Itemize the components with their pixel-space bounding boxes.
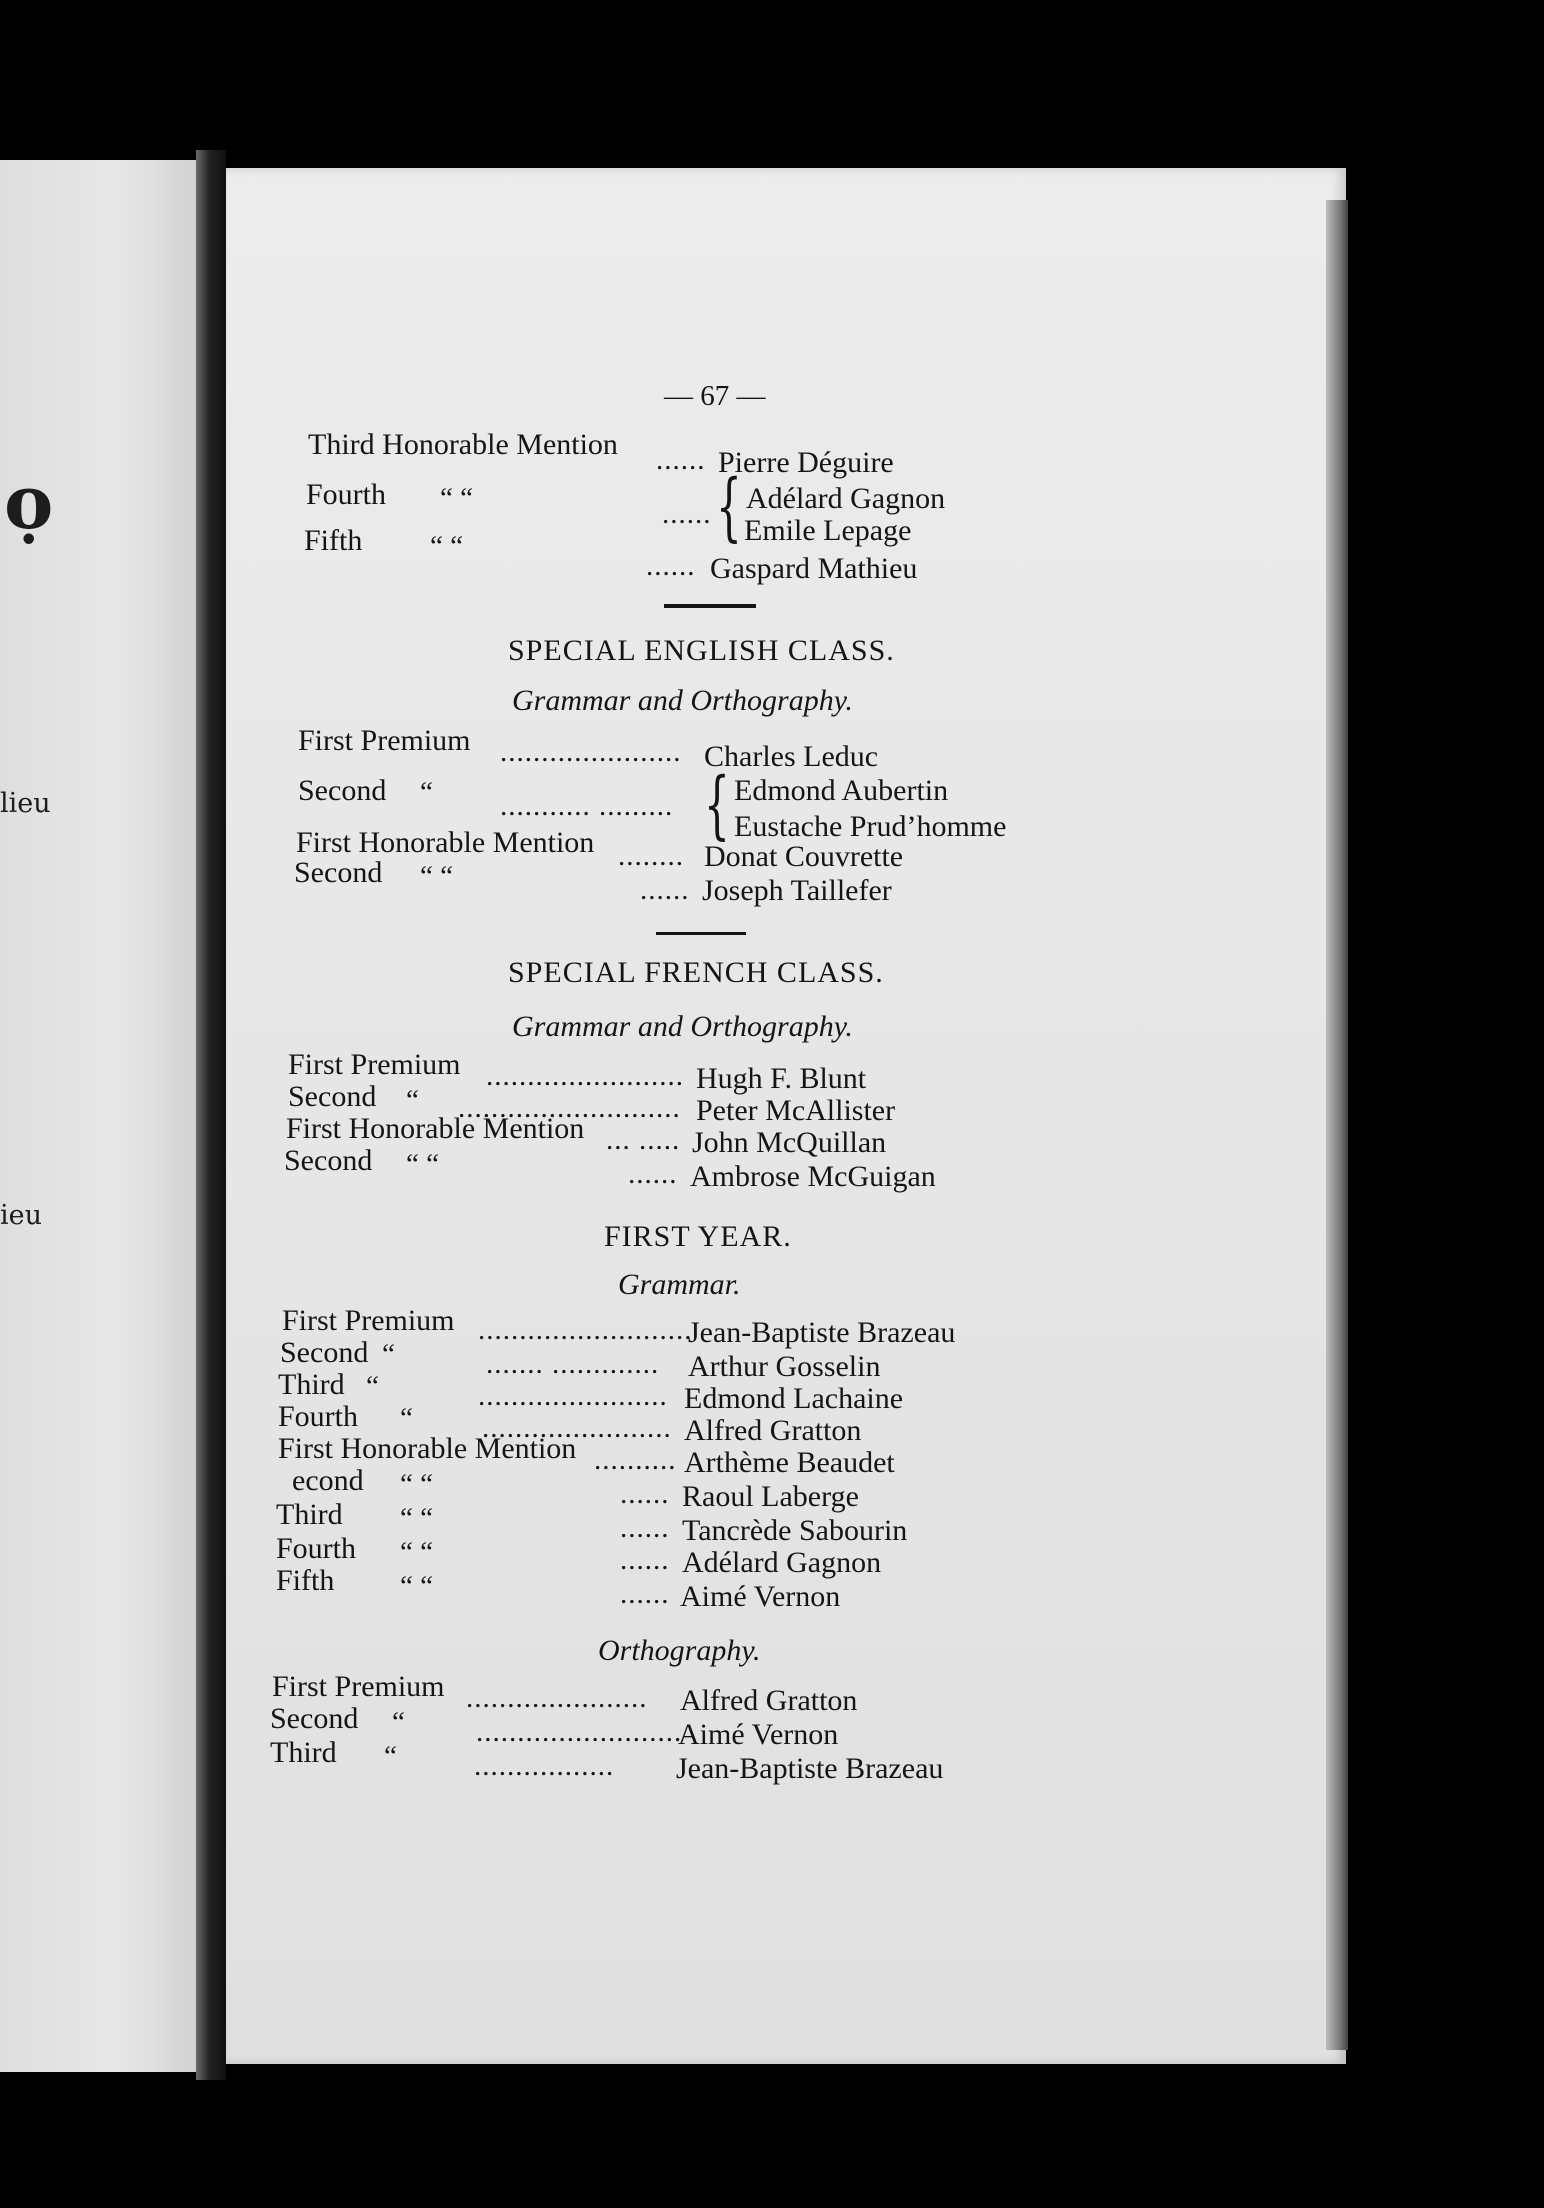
award-rank: Fourth — [276, 1532, 357, 1565]
page-edge — [1326, 200, 1348, 2050]
recipient-name: Adélard Gagnon — [682, 1546, 882, 1579]
ditto-marks: “ “ — [420, 860, 453, 892]
recipient-name: Joseph Taillefer — [702, 874, 892, 907]
leader-dots: ................. — [474, 1750, 615, 1782]
leader-dots: ...................... — [500, 736, 682, 768]
ditto-marks: “ “ — [400, 1502, 433, 1534]
leader-dots: ...... — [620, 1544, 670, 1576]
recipient-name: Raoul Laberge — [682, 1480, 859, 1513]
award-rank: Second — [294, 856, 383, 889]
leader-dots: ....... ............. — [486, 1348, 660, 1380]
leader-dots: ....................... — [482, 1412, 672, 1444]
recipient-name: Alfred Gratton — [684, 1414, 862, 1447]
award-rank: econd — [292, 1464, 364, 1497]
section-heading: SPECIAL ENGLISH CLASS. — [508, 634, 895, 667]
book-gutter — [196, 150, 226, 2080]
ditto-marks: “ — [400, 1402, 413, 1434]
award-rank: First Honorable Mention — [278, 1432, 577, 1465]
leader-dots: ....................... — [478, 1380, 668, 1412]
award-rank: First Premium — [282, 1304, 455, 1337]
leader-dots: .......................... — [478, 1314, 693, 1346]
award-rank: Third — [278, 1368, 345, 1401]
award-rank: Fourth — [278, 1400, 359, 1433]
recipient-name: Hugh F. Blunt — [696, 1062, 867, 1095]
recipient-name: Charles Leduc — [704, 740, 879, 773]
award-rank: Second — [284, 1144, 373, 1177]
ditto-marks: “ — [382, 1338, 395, 1370]
award-rank: Second — [298, 774, 387, 807]
leader-dots: ...... — [662, 498, 712, 530]
ditto-marks: “ “ — [400, 1536, 433, 1568]
leader-dots: ...... — [620, 1578, 670, 1610]
recipient-name: Gaspard Mathieu — [710, 552, 918, 585]
recipient-name: Aimé Vernon — [680, 1580, 841, 1613]
section-subheading: Grammar and Orthography. — [512, 1010, 853, 1043]
ditto-marks: “ “ — [430, 530, 463, 562]
recipient-name: Arthur Gosselin — [688, 1350, 881, 1383]
recipient-name: Jean-Baptiste Brazeau — [676, 1752, 944, 1785]
section-subheading: Orthography. — [598, 1634, 761, 1667]
leader-dots: ........... ......... — [500, 790, 674, 822]
leader-dots: ...... — [646, 550, 696, 582]
ditto-marks: “ — [420, 776, 433, 808]
left-page-ornament-fragment: ọ — [4, 460, 54, 546]
ditto-marks: “ — [384, 1740, 397, 1772]
recipient-name: Tancrède Sabourin — [682, 1514, 908, 1547]
leader-dots: .......... — [594, 1444, 677, 1476]
award-rank: First Premium — [272, 1670, 445, 1703]
award-rank: Second — [280, 1336, 369, 1369]
recipient-name: Alfred Gratton — [680, 1684, 858, 1717]
recipient-name: Peter McAllister — [696, 1094, 896, 1127]
leader-dots: ........ — [618, 840, 684, 872]
recipient-name: John McQuillan — [692, 1126, 887, 1159]
award-rank: Fourth — [306, 478, 387, 511]
left-page-text-fragment: lieu — [0, 788, 51, 819]
section-subheading: Grammar. — [618, 1268, 741, 1301]
page-number: — 67 — — [664, 380, 766, 412]
award-rank: First Honorable Mention — [296, 826, 595, 859]
ditto-marks: “ — [392, 1706, 405, 1738]
recipient-name: Eustache Prud’homme — [734, 810, 1007, 843]
award-rank: Fifth — [276, 1564, 335, 1597]
award-rank: First Premium — [288, 1048, 461, 1081]
recipient-name: Jean-Baptiste Brazeau — [688, 1316, 956, 1349]
award-rank: First Honorable Mention — [286, 1112, 585, 1145]
ditto-marks: “ — [406, 1084, 419, 1116]
award-rank: Third — [270, 1736, 337, 1769]
recipient-name: Pierre Déguire — [718, 446, 894, 479]
recipient-name: Donat Couvrette — [704, 840, 904, 873]
leader-dots: ...... — [628, 1158, 678, 1190]
section-divider — [664, 604, 756, 608]
recipient-name: Arthème Beaudet — [684, 1446, 895, 1479]
ditto-marks: “ “ — [400, 1570, 433, 1602]
leader-dots: ...................... — [466, 1682, 648, 1714]
left-page — [0, 160, 196, 2072]
leader-dots: ...... — [620, 1478, 670, 1510]
brace-icon: { — [704, 762, 730, 848]
ditto-marks: “ “ — [406, 1148, 439, 1180]
section-heading: FIRST YEAR. — [604, 1220, 792, 1253]
section-subheading: Grammar and Orthography. — [512, 684, 853, 717]
leader-dots: ...... — [640, 874, 690, 906]
recipient-name: Edmond Aubertin — [734, 774, 949, 807]
recipient-name: Emile Lepage — [744, 514, 912, 547]
section-divider — [656, 932, 746, 935]
award-rank: Third Honorable Mention — [308, 428, 618, 461]
leader-dots: ...... — [656, 444, 706, 476]
section-heading: SPECIAL FRENCH CLASS. — [508, 956, 884, 989]
leader-dots: ......................... — [476, 1716, 683, 1748]
award-rank: Second — [288, 1080, 377, 1113]
recipient-name: Ambrose McGuigan — [690, 1160, 936, 1193]
ditto-marks: “ “ — [440, 482, 473, 514]
leader-dots: ... ..... — [606, 1124, 681, 1156]
left-page-text-fragment: ieu — [0, 1200, 43, 1231]
ditto-marks: “ “ — [400, 1468, 433, 1500]
award-rank: Second — [270, 1702, 359, 1735]
recipient-name: Edmond Lachaine — [684, 1382, 904, 1415]
recipient-name: Adélard Gagnon — [746, 482, 946, 515]
leader-dots: ........................ — [486, 1060, 684, 1092]
award-rank: Fifth — [304, 524, 363, 557]
leader-dots: ...... — [620, 1512, 670, 1544]
recipient-name: Aimé Vernon — [678, 1718, 839, 1751]
award-rank: First Premium — [298, 724, 471, 757]
award-rank: Third — [276, 1498, 343, 1531]
leader-dots: ........................... — [458, 1092, 681, 1124]
ditto-marks: “ — [366, 1370, 379, 1402]
brace-icon: { — [716, 464, 742, 550]
